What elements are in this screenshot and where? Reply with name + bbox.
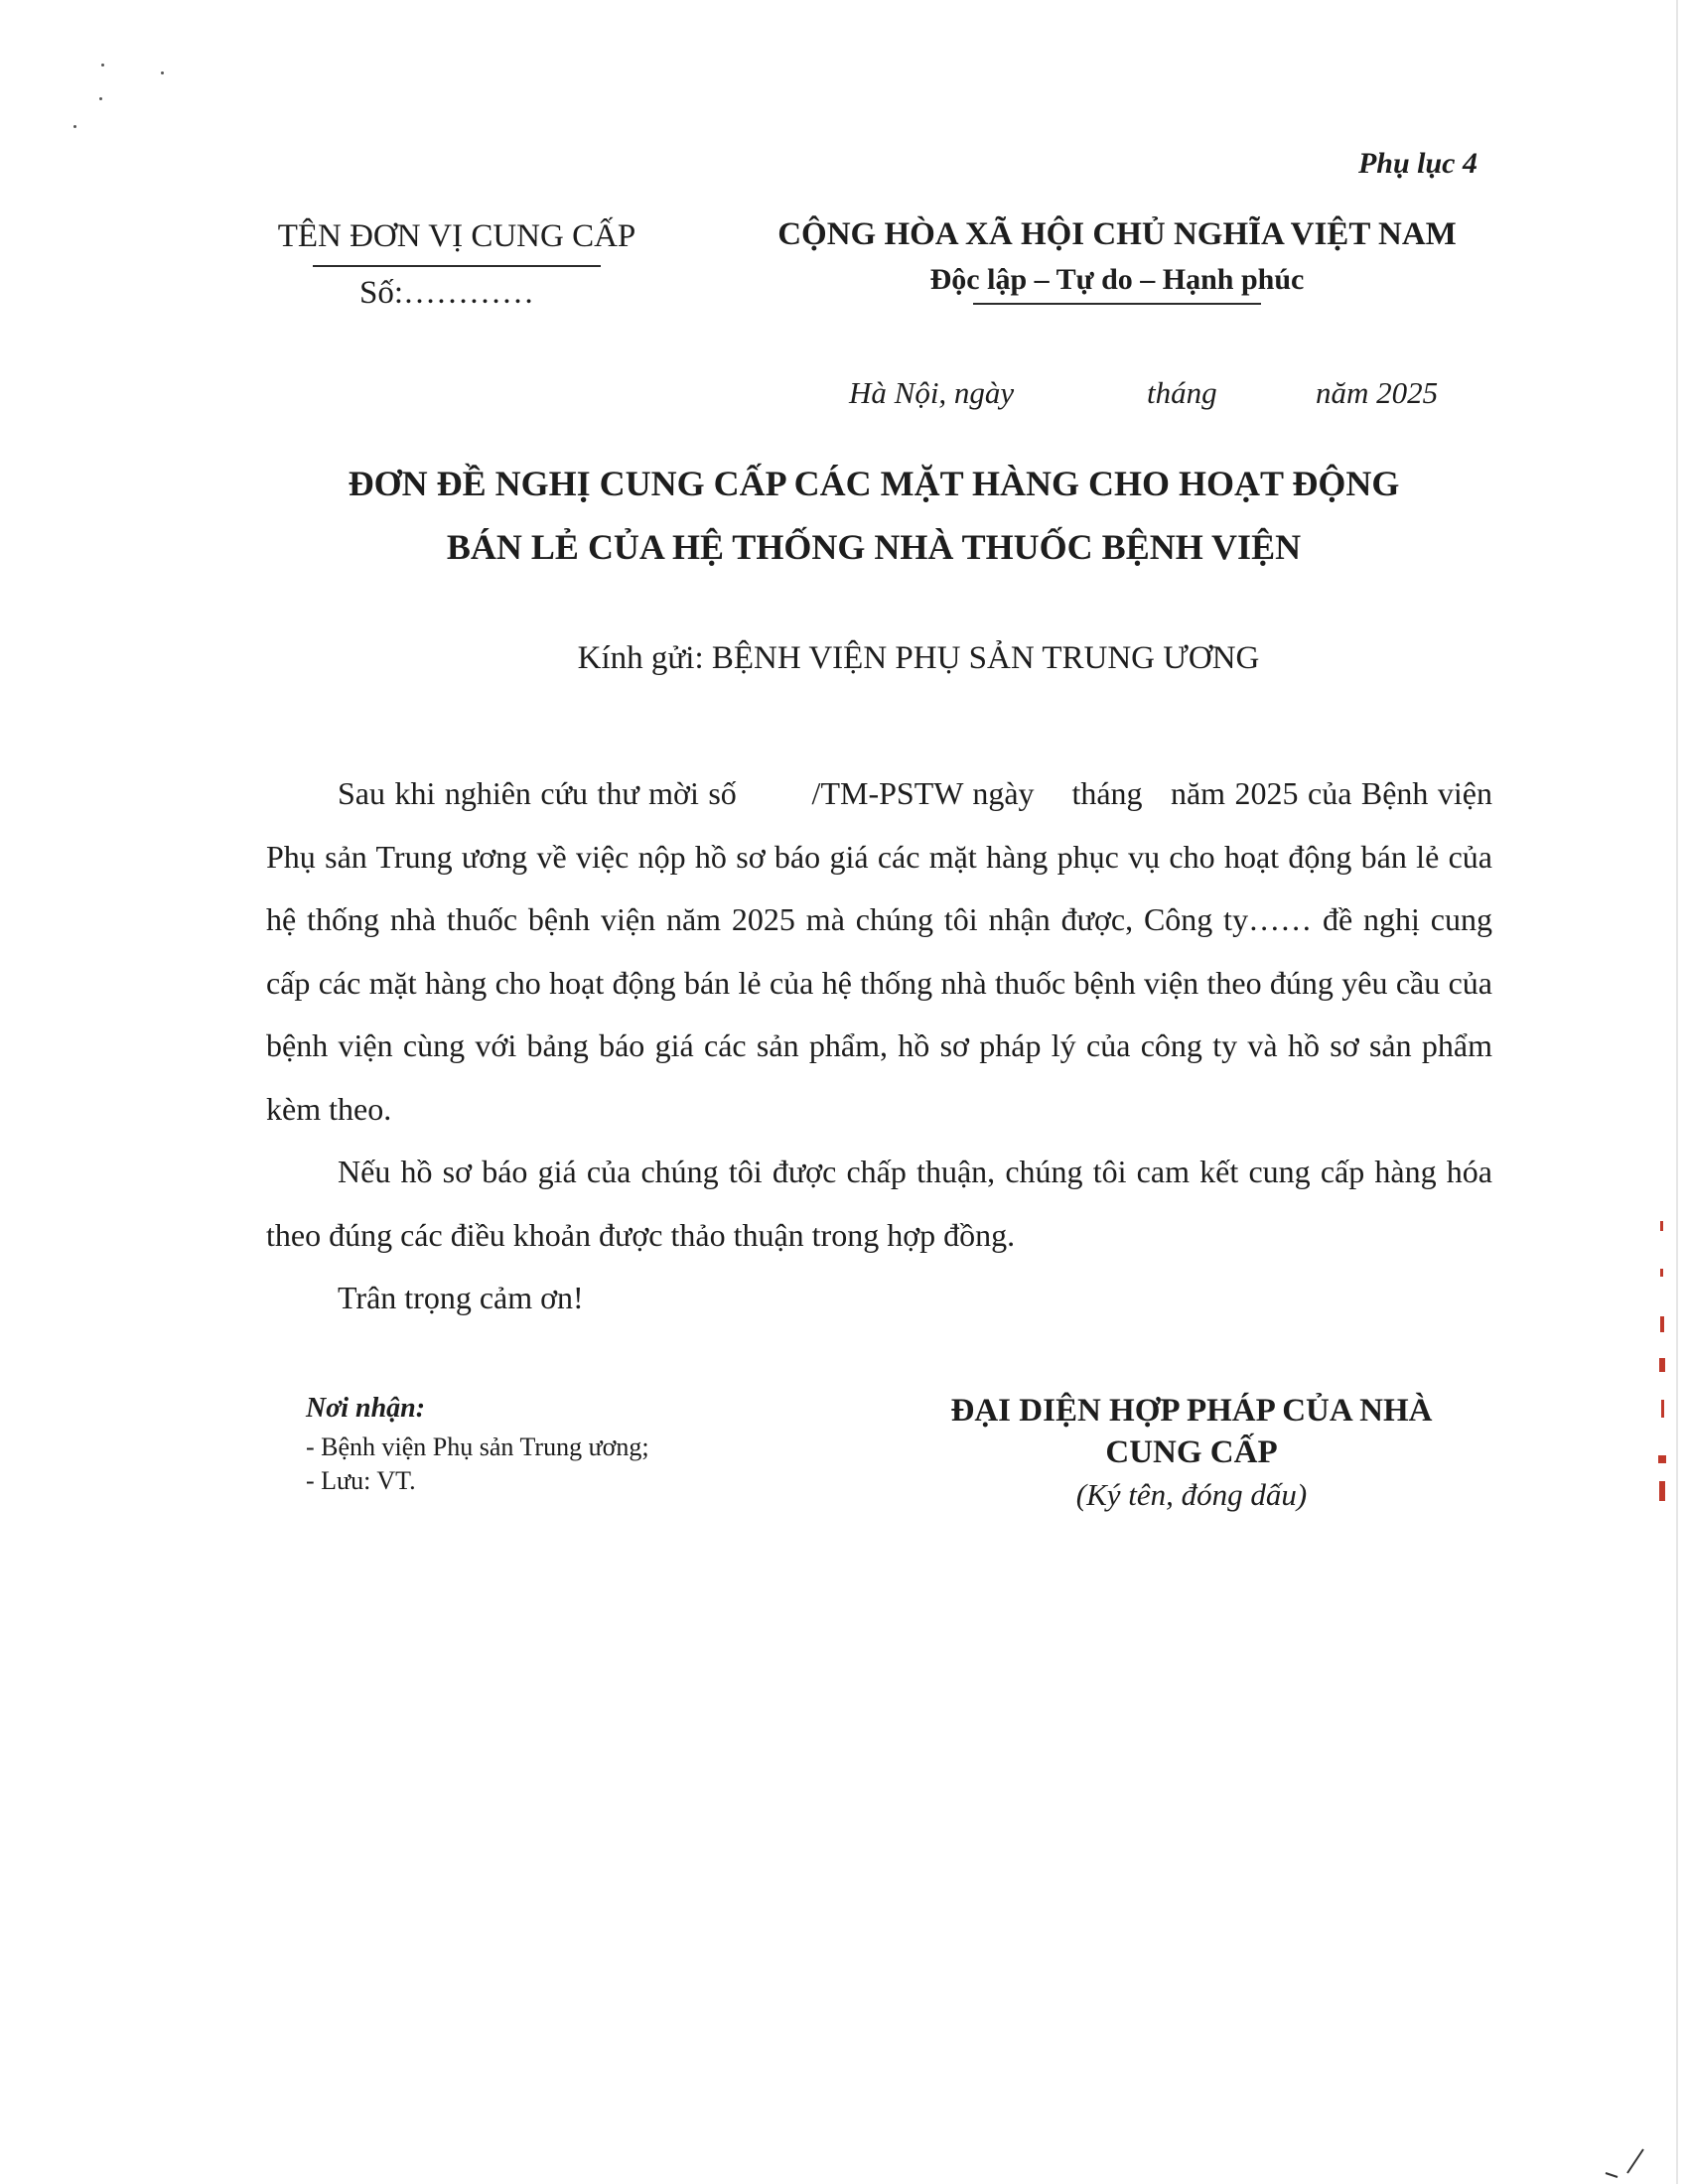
scan-speck [73, 125, 76, 128]
body-paragraph-1: Sau khi nghiên cứu thư mời số /TM-PSTW ngày tháng năm 2025 của Bệnh viện Phụ sản Trung ương về việc nộp hồ sơ báo giá các mặt hàng phục vụ cho hoạt động bán lẻ của hệ thống nhà thuốc bệnh viện năm 2025 mà chúng tôi nhận được, Công ty…… đề nghị cung cấp các mặt hàng cho hoạt động bán lẻ của hệ thống nhà thuốc bệnh viện theo đúng yêu cầu của bệnh viện cùng với bảng báo giá các sản phẩm, hồ sơ pháp lý của công ty và hồ sơ sản phẩm kèm theo. [266, 775, 1500, 1127]
signatory-role-line-2: CUNG CẤP [1105, 1434, 1278, 1470]
body-paragraph-2: Nếu hồ sơ báo giá của chúng tôi được chấp thuận, chúng tôi cam kết cung cấp hàng hóa theo đúng các điều khoản được thảo thuận trong hợp đồng. [266, 1154, 1492, 1253]
recipients-block [306, 1393, 649, 1498]
appendix-label: Phụ lục 4 [1357, 147, 1477, 180]
document-title [258, 452, 1489, 579]
national-motto: Độc lập – Tự do – Hạnh phúc [929, 263, 1305, 296]
date-place-day: Hà Nội, ngày [849, 375, 1015, 410]
date-month: tháng [1147, 375, 1217, 410]
stamp-edge-mark [1654, 1221, 1670, 1549]
recipient-item: - Bệnh viện Phụ sản Trung ương; [306, 1433, 649, 1461]
issuer-header [228, 218, 685, 312]
title-line-2: BÁN LẺ CỦA HỆ THỐNG NHÀ THUỐC BỆNH VIỆN [446, 527, 1302, 567]
document-number: Số:………… [358, 275, 535, 311]
closing-line: Trân trọng cảm ơn! [338, 1280, 584, 1315]
header-underline [313, 265, 601, 267]
signature-instruction: (Ký tên, đóng dấu) [1075, 1477, 1308, 1512]
recipients-label: Nơi nhận: [306, 1393, 426, 1424]
corner-pen-mark [1604, 2139, 1663, 2179]
date-year: năm 2025 [1316, 375, 1439, 410]
scan-speck [99, 97, 102, 100]
dateline [849, 375, 1438, 411]
scan-edge-shadow [1676, 0, 1678, 2184]
recipient-item: - Lưu: VT. [306, 1466, 416, 1495]
motto-underline [973, 303, 1261, 305]
scan-speck [101, 64, 104, 67]
salutation: Kính gửi: BỆNH VIỆN PHỤ SẢN TRUNG ƯƠNG [577, 640, 1260, 676]
title-line-1: ĐƠN ĐỀ NGHỊ CUNG CẤP CÁC MẶT HÀNG CHO HOẠT ĐỘNG [348, 464, 1400, 503]
signature-block [894, 1390, 1489, 1513]
scan-speck [161, 71, 164, 74]
letter-body [266, 762, 1500, 1330]
organization-name: TÊN ĐƠN VỊ CUNG CẤP [277, 218, 636, 254]
national-header [740, 216, 1494, 305]
nation-name: CỘNG HÒA XÃ HỘI CHỦ NGHĨA VIỆT NAM [777, 216, 1457, 252]
signatory-role-line-1: ĐẠI DIỆN HỢP PHÁP CỦA NHÀ [950, 1393, 1433, 1429]
